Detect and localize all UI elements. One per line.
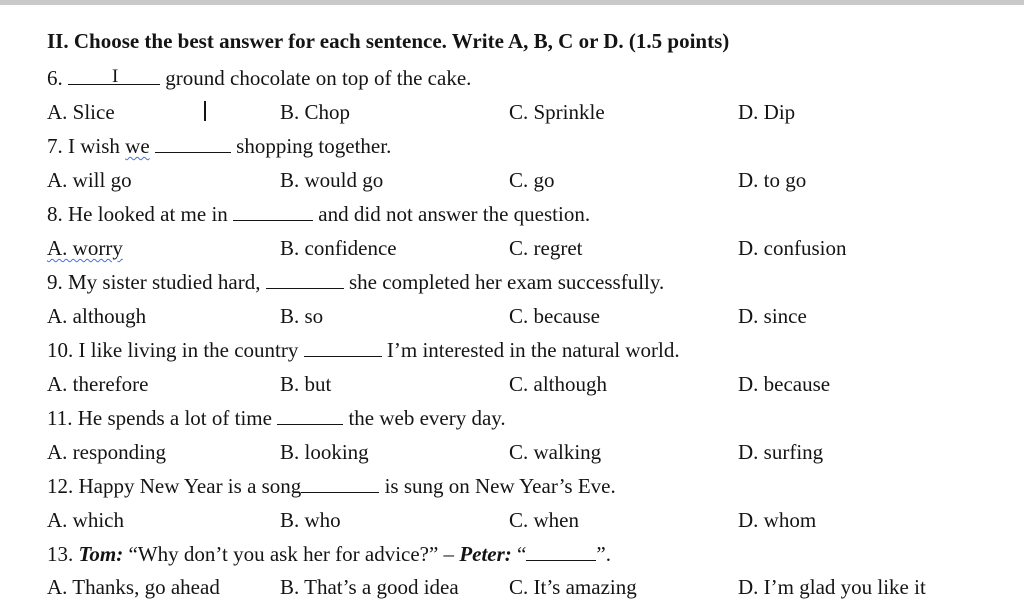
option-d[interactable]: D. to go (738, 168, 807, 192)
question-number: 6. (47, 66, 63, 90)
answer-blank[interactable] (304, 340, 382, 357)
speaker-peter: Peter: (459, 542, 512, 566)
option-a[interactable]: A. which (47, 508, 124, 532)
text-cursor (204, 101, 206, 121)
option-d[interactable]: D. whom (738, 508, 817, 532)
question-text-before: He looked at me in (62, 202, 234, 226)
question-7 (47, 133, 391, 159)
option-d[interactable]: D. since (738, 304, 807, 328)
question-13 (47, 541, 611, 567)
question-text-after: she completed her exam successfully. (343, 270, 665, 294)
option-c[interactable]: C. although (509, 372, 607, 396)
question-text-before: My sister studied hard, (62, 270, 266, 294)
option-c[interactable]: C. It’s amazing (509, 575, 637, 599)
question-10 (47, 337, 680, 363)
question-number: 11. (47, 406, 73, 430)
question-9 (47, 269, 664, 295)
section-heading: II. Choose the best answer for each sentence. Write A, B, C or D. (1.5 points) (47, 29, 730, 53)
option-d[interactable]: D. confusion (738, 236, 847, 260)
question-number: 8. (47, 202, 63, 226)
top-border (0, 0, 1024, 5)
option-c[interactable]: C. regret (509, 236, 583, 260)
option-a[interactable]: A. responding (47, 440, 166, 464)
quote-open: “ (511, 542, 527, 566)
option-d[interactable]: D. because (738, 372, 831, 396)
option-a[interactable]: A. will go (47, 168, 132, 192)
answer-blank[interactable] (266, 272, 344, 289)
option-d[interactable]: D. I’m glad you like it (738, 575, 926, 599)
option-c[interactable]: C. walking (509, 440, 602, 464)
option-a[interactable] (47, 235, 123, 261)
question-text-after: shopping together. (230, 134, 392, 158)
spellcheck-word: we (125, 134, 150, 158)
speaker-tom: Tom: (78, 542, 124, 566)
option-a[interactable]: A. Slice (47, 100, 115, 124)
answer-blank[interactable] (68, 68, 160, 85)
answer-blank[interactable] (155, 136, 231, 153)
question-text-after: I’m interested in the natural world. (381, 338, 680, 362)
option-d[interactable]: D. Dip (738, 100, 796, 124)
option-a-text: A. worry (47, 236, 123, 260)
question-text-after: and did not answer the question. (313, 202, 591, 226)
option-b[interactable]: B. confidence (280, 236, 397, 260)
option-a[interactable]: A. therefore (47, 372, 149, 396)
question-text-before: I wish (62, 134, 126, 158)
question-number: 7. (47, 134, 63, 158)
question-number: 13. (47, 542, 74, 566)
answer-blank[interactable] (277, 408, 343, 425)
option-d[interactable]: D. surfing (738, 440, 824, 464)
question-text-after: is sung on New Year’s Eve. (379, 474, 616, 498)
answer-blank[interactable] (526, 544, 596, 561)
question-12 (47, 473, 616, 499)
option-b[interactable]: B. but (280, 372, 332, 396)
option-b[interactable]: B. That’s a good idea (280, 575, 459, 599)
question-text-before: Happy New Year is a song (73, 474, 302, 498)
question-6 (47, 65, 471, 91)
option-c[interactable]: C. because (509, 304, 600, 328)
question-text-after: the web every day. (343, 406, 506, 430)
question-11 (47, 405, 506, 431)
option-b[interactable]: B. Chop (280, 100, 351, 124)
option-c[interactable]: C. when (509, 508, 579, 532)
question-text: ground chocolate on top of the cake. (160, 66, 472, 90)
question-number: 12. (47, 474, 74, 498)
option-b[interactable]: B. who (280, 508, 341, 532)
dialogue-line: “Why don’t you ask her for advice?” – (123, 542, 460, 566)
question-number: 10. (47, 338, 74, 362)
question-8 (47, 201, 590, 227)
option-a[interactable]: A. although (47, 304, 147, 328)
option-c[interactable]: C. Sprinkle (509, 100, 605, 124)
question-text-before: I like living in the country (73, 338, 304, 362)
answer-blank[interactable] (301, 476, 379, 493)
blank-mark: I (112, 66, 119, 87)
option-b[interactable]: B. would go (280, 168, 384, 192)
quote-close: ”. (596, 542, 611, 566)
answer-blank[interactable] (233, 204, 313, 221)
question-number: 9. (47, 270, 63, 294)
option-a[interactable]: A. Thanks, go ahead (47, 575, 220, 599)
option-c[interactable]: C. go (509, 168, 555, 192)
option-b[interactable]: B. so (280, 304, 324, 328)
option-b[interactable]: B. looking (280, 440, 369, 464)
question-text-before: He spends a lot of time (72, 406, 278, 430)
